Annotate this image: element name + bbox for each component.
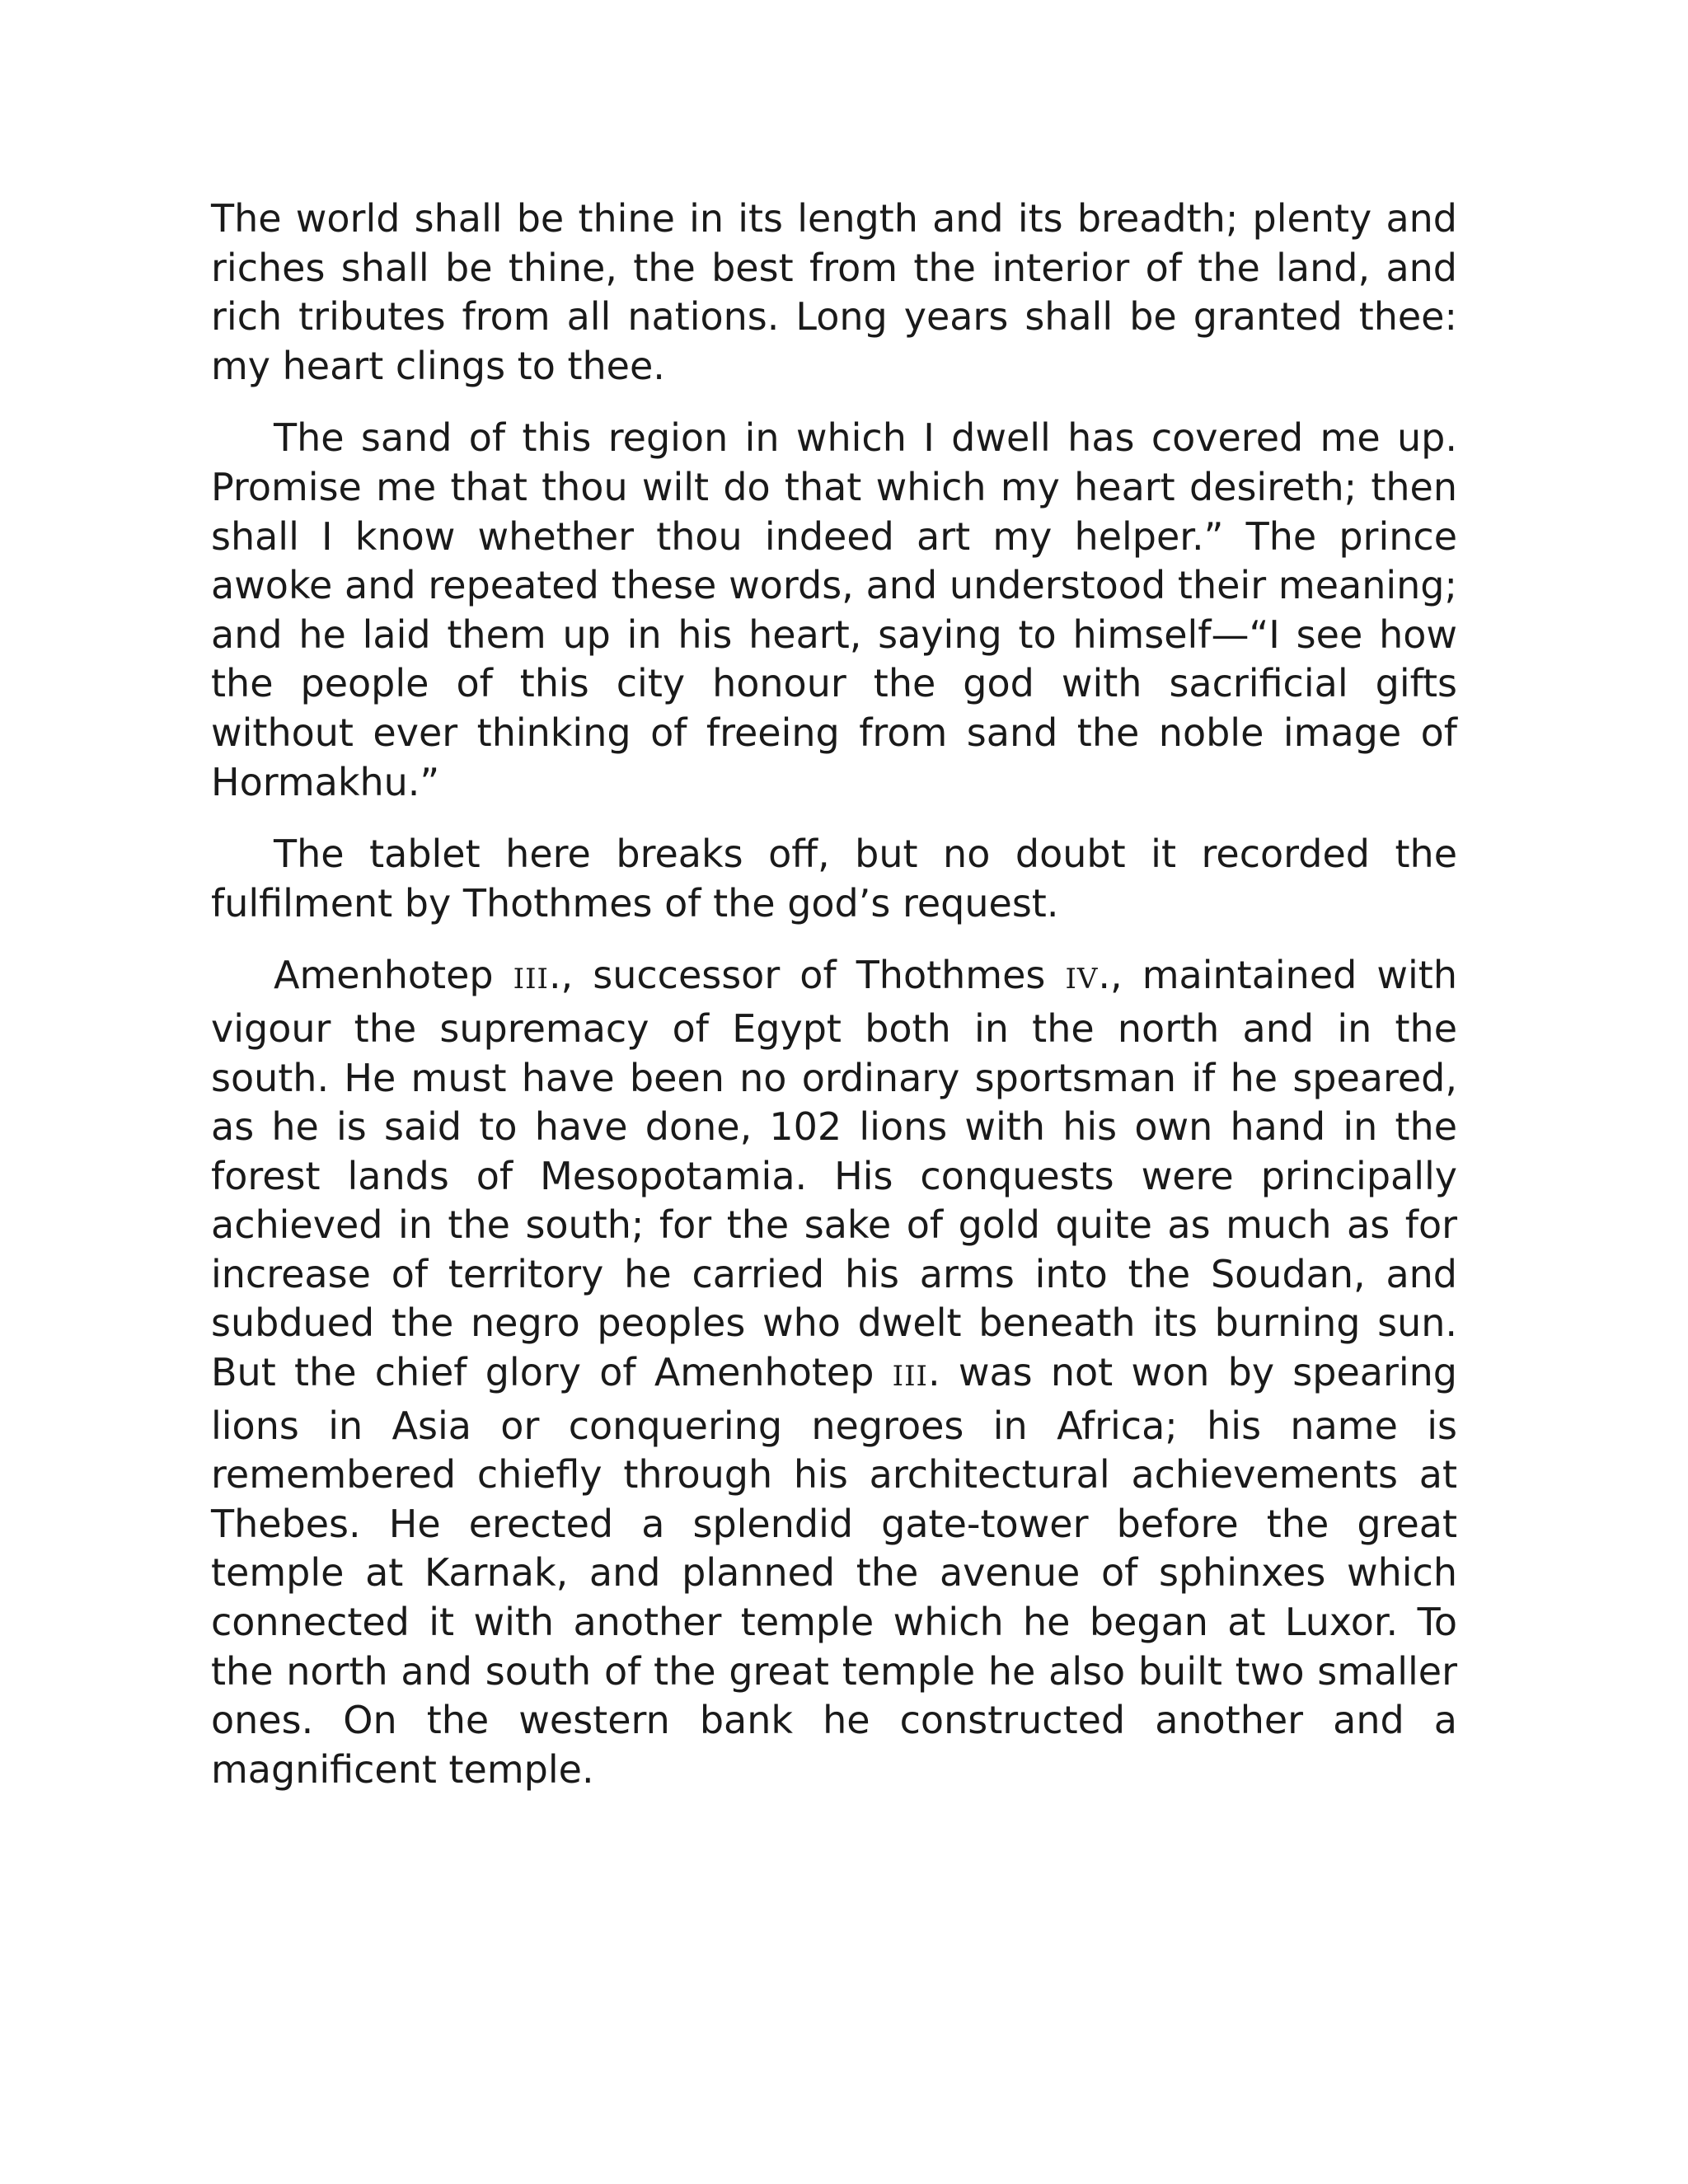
paragraph-2-text: The sand of this region in which I dwell has covered me up. Promise me that thou wilt do that which my heart desireth; then shall I know whether thou indeed art my helper.” The prince awoke and repeated these words, and understood their meaning; and he laid them up in his heart, saying to himself—“I see how the people of this city honour the god with sacrificial gifts without ever thinking of freeing from sand the noble image of Hormakhu.” <box>211 415 1457 804</box>
paragraph-4-run-5: ., maintained with vigour the supremacy of Egypt both in the north and in the south. He must have been no ordinary sportsman if he speared, as he is said to have done, 102 lions with his own hand in the forest lands of Mesopotamia. His conquests were principally achieved in the south; for the sake of gold quite as much as for increase of territory he carried his arms into the Soudan, and subdued the negro peoples who dwelt beneath its burning sun. But the chief glory of Amenhotep <box>211 953 1457 1395</box>
paragraph-1-text: The world shall be thine in its length and its breadth; plenty and riches shall be thine, the best from the interior of the land, and rich tributes from all nations. Long years shall be granted thee: my heart clings to thee. <box>211 196 1457 388</box>
regnal-numeral: III <box>892 1360 928 1394</box>
regnal-numeral: IV <box>1065 963 1099 996</box>
paragraph-2 <box>211 414 1457 807</box>
paragraph-4-run-1: Amenhotep <box>274 953 513 998</box>
paragraph-4-run-3: ., successor of Thothmes <box>548 953 1066 998</box>
page-body <box>211 194 1457 1817</box>
paragraph-3-text: The tablet here breaks off, but no doubt it recorded the fulfilment by Thothmes of the god’s request. <box>211 832 1457 926</box>
paragraph-4-run-7: . was not won by spearing lions in Asia or conquering negroes in Africa; his name is remembered chiefly through his architectural achievements at Thebes. He erected a splendid gate-tower before the great temple at Karnak, and planned the avenue of sphinxes which connected it with another temple which he began at Luxor. To the north and south of the great temple he also built two smaller ones. On the western bank he constructed another and a magnificent temple. <box>211 1350 1457 1792</box>
paragraph-4 <box>211 951 1457 1794</box>
paragraph-1 <box>211 194 1457 391</box>
paragraph-3 <box>211 830 1457 928</box>
regnal-numeral: III <box>513 963 549 996</box>
